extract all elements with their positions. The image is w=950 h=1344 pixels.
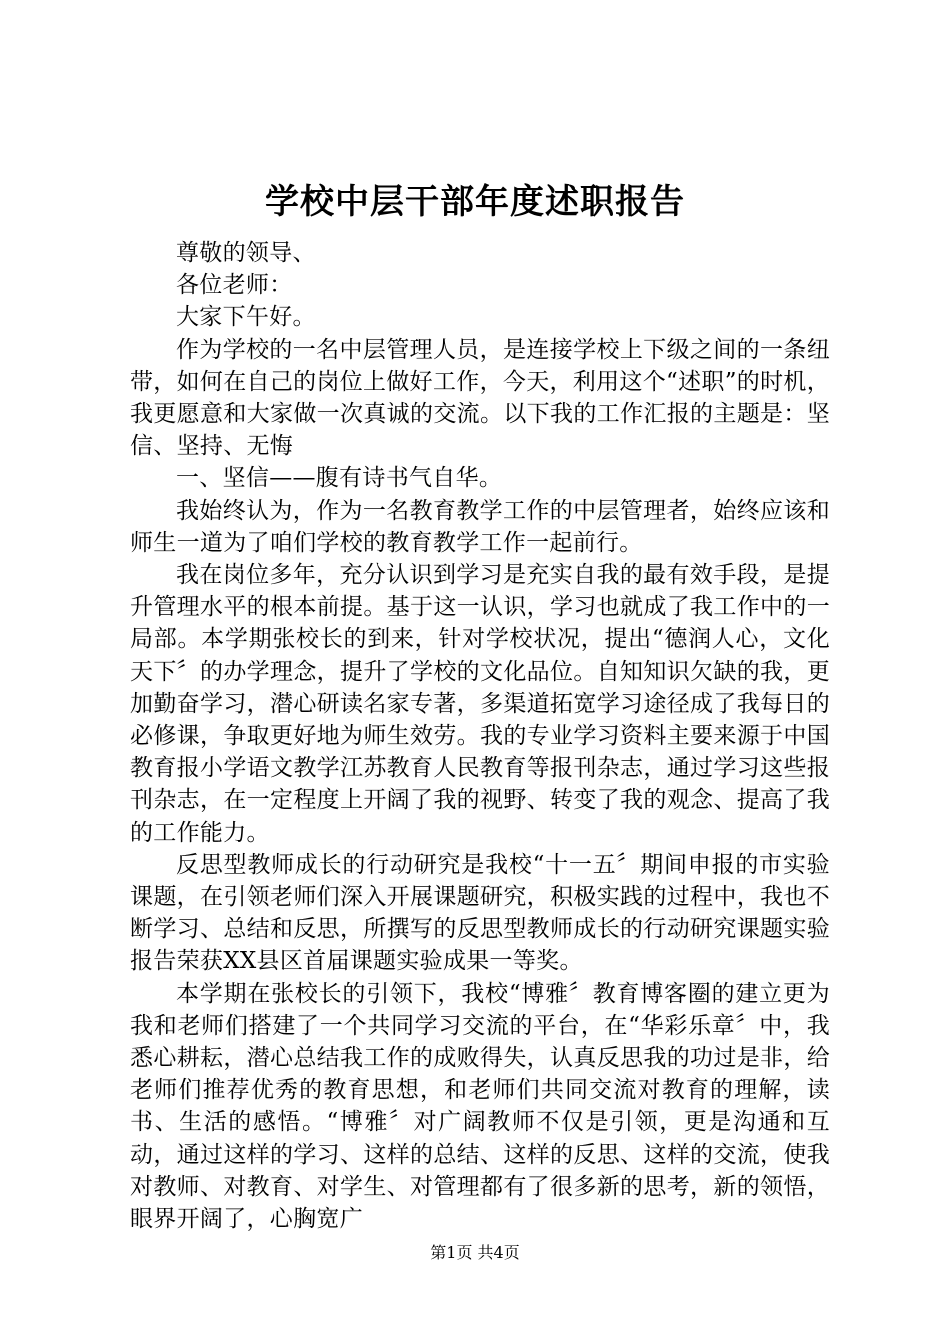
section-heading-1: 一、坚信——腹有诗书气自华。	[176, 465, 503, 492]
document-body	[130, 237, 830, 1235]
document-title: 学校中层干部年度述职报告	[265, 182, 685, 222]
page-footer: 第1页 共4页	[430, 1243, 520, 1262]
salutation-leaders: 尊敬的领导、	[176, 240, 316, 266]
paragraph-learning: 我在岗位多年，充分认识到学习是充实自我的最有效手段，是提升管理水平的根本前提。基于这一认识，学习也就成了我工作中的一局部。本学期张校长的到来，针对学校状况，提出“德润人心，文化天下〞的办学理念，提升了学校的文化品位。自知知识欠缺的我，更加勤奋学习，潜心研读名家专著，多渠道拓宽学习途径成了我每日的必修课，争取更好地为师生效劳。我的专业学习资料主要来源于中国教育报小学语文教学江苏教育人民教育等报刊杂志，通过学习这些报刊杂志，在一定程度上开阔了我的视野、转变了我的观念、提高了我的工作能力。	[130, 562, 830, 846]
paragraph-belief: 我始终认为，作为一名教育教学工作的中层管理者，始终应该和师生一道为了咱们学校的教育教学工作一起前行。	[130, 497, 830, 556]
paragraph-introduction: 作为学校的一名中层管理人员，是连接学校上下级之间的一条纽带，如何在自己的岗位上做好工作，今天，利用这个“述职”的时机，我更愿意和大家做一次真诚的交流。以下我的工作汇报的主题是：坚信、坚持、无悔	[130, 336, 830, 460]
greeting: 大家下午好。	[176, 304, 316, 331]
salutation-teachers: 各位老师：	[176, 272, 293, 299]
paragraph-research: 反思型教师成长的行动研究是我校“十一五〞期间申报的市实验课题，在引领老师们深入开展课题研究，积极实践的过程中，我也不断学习、总结和反思，所撰写的反思型教师成长的行动研究课题实验报告荣获XX县区首届课题实验成果一等奖。	[130, 851, 830, 975]
paragraph-blog: 本学期在张校长的引领下，我校“博雅〞教育博客圈的建立更为我和老师们搭建了一个共同学习交流的平台，在“华彩乐章〞中，我悉心耕耘，潜心总结我工作的成败得失，认真反思我的功过是非，给老师们推荐优秀的教育思想，和老师们共同交流对教育的理解，读书、生活的感悟。“博雅〞对广阔教师不仅是引领，更是沟通和互动，通过这样的学习、这样的总结、这样的反思、这样的交流，使我对教师、对教育、对学生、对管理都有了很多新的思考，新的领悟，眼界开阔了，心胸宽广	[130, 980, 830, 1233]
